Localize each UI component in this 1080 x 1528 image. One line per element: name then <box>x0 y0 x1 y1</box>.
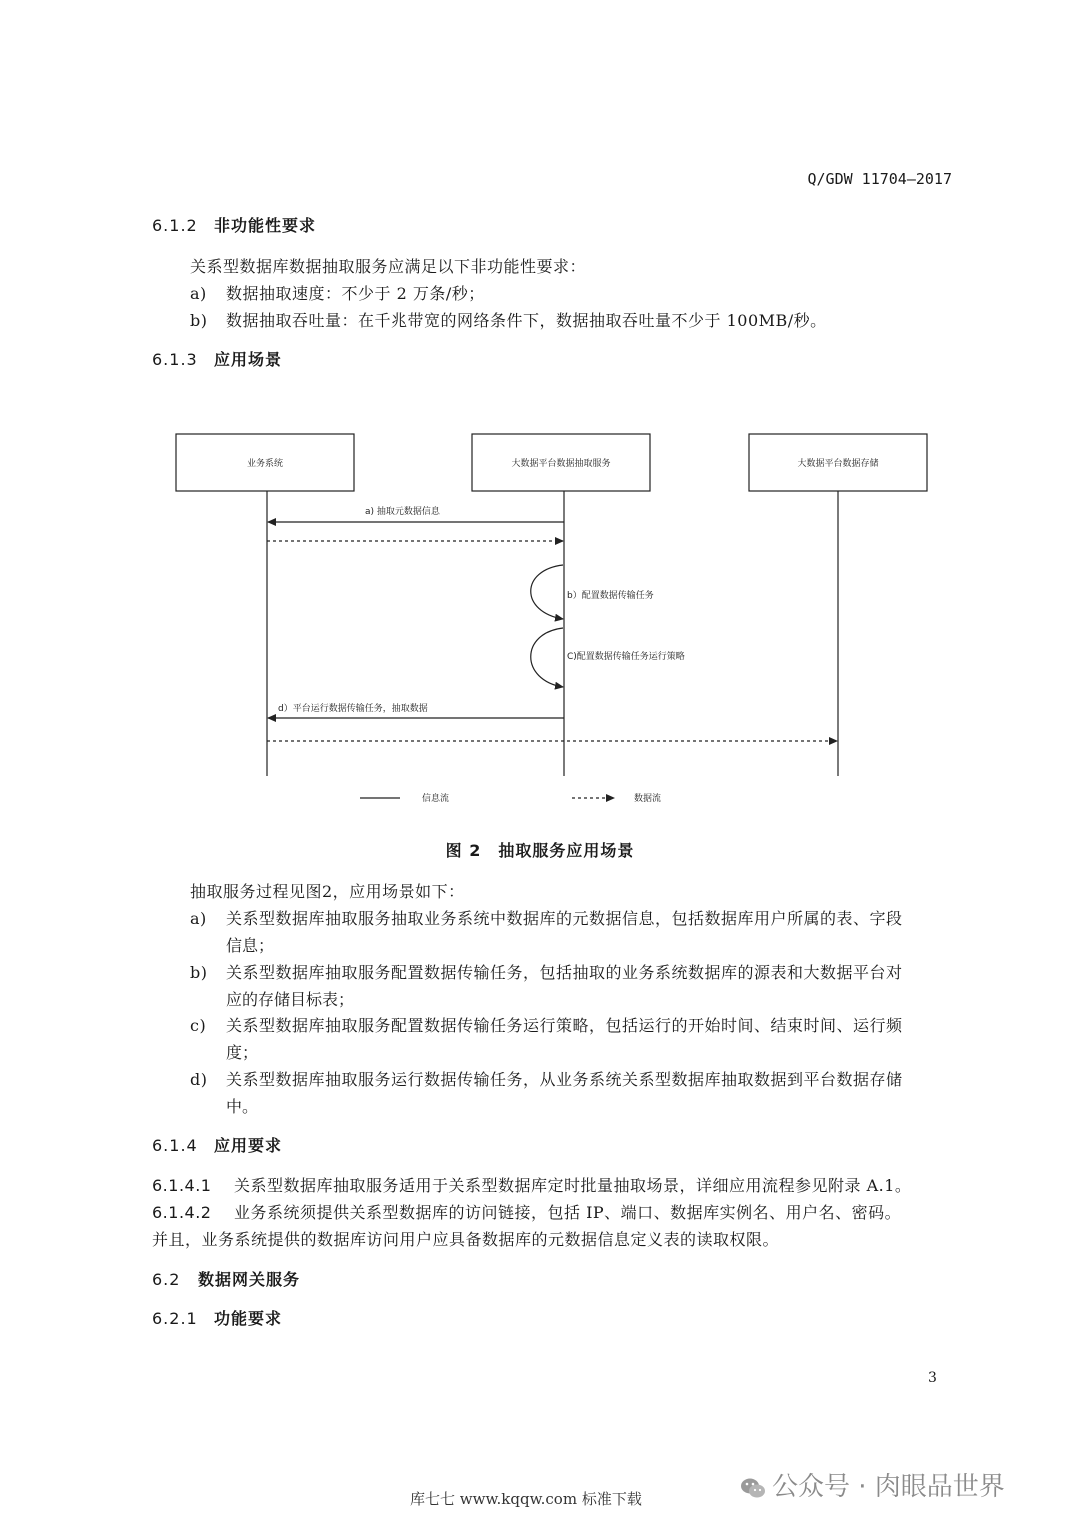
clause-number: 6.1.4.1 <box>152 1176 212 1195</box>
list-text: 关系型数据库抽取服务运行数据传输任务，从业务系统关系型数据库抽取数据到平台数据存储 <box>226 1070 903 1089</box>
clause-text: 关系型数据库抽取服务适用于关系型数据库定时批量抽取场景，详细应用流程参见附录 A.1。 <box>234 1176 912 1195</box>
paragraph: 关系型数据库数据抽取服务应满足以下非功能性要求： <box>190 257 587 276</box>
list-item-continuation: 度； <box>226 1043 259 1062</box>
list-item-continuation: 中。 <box>226 1097 259 1116</box>
section-title: 应用场景 <box>214 350 283 369</box>
list-text: 数据抽取吞吐量：在千兆带宽的网络条件下，数据抽取吞吐量不少于 100MB/秒。 <box>226 311 827 330</box>
section-number: 6.2.1 <box>152 1309 198 1328</box>
section-title: 数据网关服务 <box>198 1270 301 1289</box>
clause-6-1-4-1 <box>152 1173 911 1196</box>
message-c-label: C)配置数据传输任务运行策略 <box>567 652 685 662</box>
list-item <box>190 960 903 983</box>
actor-label: 大数据平台数据存储 <box>797 459 879 469</box>
footer-text: 库七七 www.kqqw.com 标准下载 <box>410 1490 642 1508</box>
message-b-loop <box>531 565 563 619</box>
list-text: 关系型数据库抽取服务配置数据传输任务，包括抽取的业务系统数据库的源表和大数据平台对 <box>226 963 903 982</box>
watermark <box>740 1466 1005 1503</box>
clause-number: 6.1.4.2 <box>152 1203 212 1222</box>
clause-text: 业务系统须提供关系型数据库的访问链接，包括 IP、端口、数据库实例名、用户名、密码。 <box>234 1203 902 1222</box>
section-number: 6.1.2 <box>152 216 198 235</box>
list-text: 关系型数据库抽取服务抽取业务系统中数据库的元数据信息，包括数据库用户所属的表、字段 <box>226 909 903 928</box>
clause-continuation: 并且，业务系统提供的数据库访问用户应具备数据库的元数据信息定义表的读取权限。 <box>152 1230 780 1249</box>
list-item <box>190 1013 903 1036</box>
clause-6-1-4-2 <box>152 1200 901 1223</box>
list-label: d) <box>190 1070 208 1089</box>
watermark-text: 公众号 · 肉眼品世界 <box>772 1472 1005 1502</box>
list-label: c) <box>190 1016 207 1035</box>
list-item <box>190 906 903 929</box>
section-title: 应用要求 <box>214 1136 283 1155</box>
list-label: a) <box>190 284 207 303</box>
message-a-label: a) 抽取元数据信息 <box>365 507 440 517</box>
section-title: 非功能性要求 <box>214 216 317 235</box>
message-c-loop <box>531 628 563 687</box>
paragraph: 抽取服务过程见图2，应用场景如下： <box>190 882 465 901</box>
list-item-continuation: 应的存储目标表； <box>226 990 355 1009</box>
list-label: b) <box>190 311 208 330</box>
section-title: 功能要求 <box>214 1309 283 1328</box>
list-item <box>190 1067 903 1090</box>
section-6-2-1-heading <box>152 1306 282 1329</box>
section-number: 6.1.3 <box>152 350 198 369</box>
list-label: b) <box>190 963 208 982</box>
legend-info-label: 信息流 <box>422 794 450 804</box>
message-b-label: b）配置数据传输任务 <box>567 591 654 601</box>
section-6-2-heading <box>152 1267 300 1290</box>
section-6-1-4-heading <box>152 1133 282 1156</box>
page-number: 3 <box>928 1370 937 1386</box>
actor-label: 业务系统 <box>246 459 284 469</box>
standard-number: Q/GDW 11704—2017 <box>807 170 952 188</box>
actor-label: 大数据平台数据抽取服务 <box>511 459 611 469</box>
figure-caption: 图 2 抽取服务应用场景 <box>445 841 635 860</box>
section-number: 6.1.4 <box>152 1136 198 1155</box>
list-label: a) <box>190 909 207 928</box>
list-text: 关系型数据库抽取服务配置数据传输任务运行策略，包括运行的开始时间、结束时间、运行频 <box>226 1016 903 1035</box>
list-text: 数据抽取速度：不少于 2 万条/秒； <box>226 284 485 303</box>
list-item-continuation: 信息； <box>226 936 275 955</box>
section-number: 6.2 <box>152 1270 181 1289</box>
wechat-icon <box>740 1475 766 1501</box>
message-d-label: d）平台运行数据传输任务，抽取数据 <box>278 704 428 714</box>
legend-data-label: 数据流 <box>634 794 662 804</box>
